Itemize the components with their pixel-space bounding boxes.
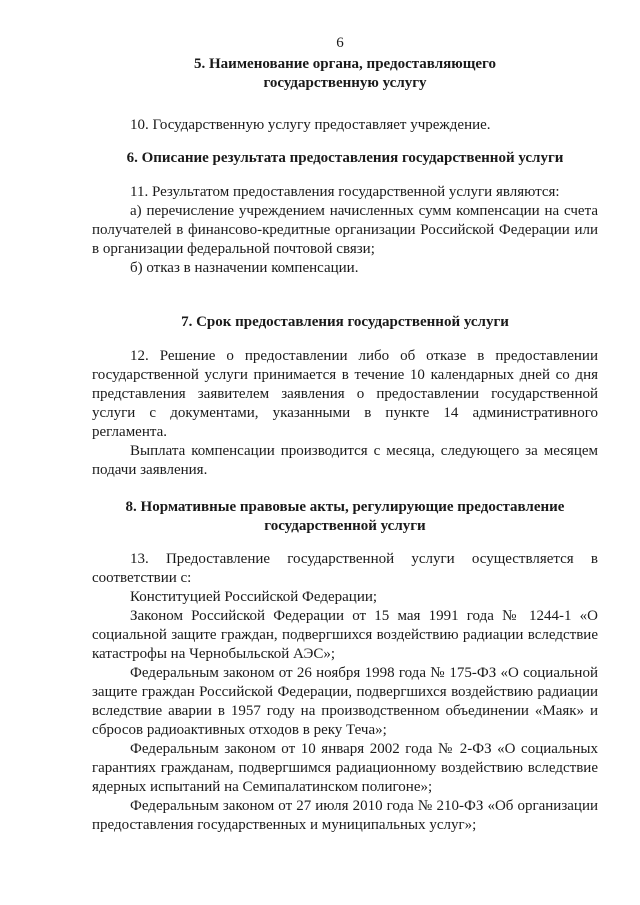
- paragraph-11a: а) перечисление учреждением начисленных сумм компенсации на счета получателей в финансово-кредитные организации Российской Федерации или в организации федеральной почтовой связи;: [92, 203, 598, 257]
- legal-act-constitution: Конституцией Российской Федерации;: [130, 589, 378, 605]
- paragraph-11: 11. Результатом предоставления государственной услуги являются:: [130, 184, 560, 200]
- heading-line: 5. Наименование органа, предоставляющего: [194, 56, 496, 72]
- heading-line: государственную услугу: [263, 75, 427, 91]
- paragraph-12: 12. Решение о предоставлении либо об отказе в предоставлении государственной услуги принимается в течение 10 календарных дней со дня представления заявителем заявления о предоставлении государственной услуги с документами, указанными в пункте 14 административного регламента.: [92, 348, 598, 440]
- section-7-heading: [92, 313, 598, 332]
- heading-line: 8. Нормативные правовые акты, регулирующие предоставление: [125, 499, 565, 515]
- legal-act-law-175-fz: Федеральным законом от 26 ноября 1998 года № 175-ФЗ «О социальной защите граждан Российской Федерации, подвергшихся воздействию радиации вследствие аварии в 1957 году на производственном объединении «Маяк» и сбросов радиоактивных отходов в реку Теча»;: [92, 665, 598, 738]
- paragraph-10: 10. Государственную услугу предоставляет учреждение.: [130, 117, 491, 133]
- legal-act-law-210-fz: Федеральным законом от 27 июля 2010 года № 210-ФЗ «Об организации предоставления государственных и муниципальных услуг»;: [92, 798, 598, 833]
- heading-line: 7. Срок предоставления государственной услуги: [181, 314, 509, 330]
- section-8-heading: [92, 498, 598, 536]
- legal-act-law-1244-1: Законом Российской Федерации от 15 мая 1991 года № 1244-1 «О социальной защите граждан, подвергшихся воздействию радиации вследствие катастрофы на Чернобыльской АЭС»;: [92, 608, 598, 662]
- section-6-heading: [92, 149, 598, 168]
- paragraph-12-payment: Выплата компенсации производится с месяца, следующего за месяцем подачи заявления.: [92, 443, 598, 478]
- paragraph-13: 13. Предоставление государственной услуги осуществляется в соответствии с:: [92, 551, 598, 586]
- heading-line: 6. Описание результата предоставления государственной услуги: [126, 150, 564, 166]
- paragraph-11b: б) отказ в назначении компенсации.: [130, 260, 359, 276]
- legal-act-law-2-fz: Федеральным законом от 10 января 2002 года № 2-ФЗ «О социальных гарантиях гражданам, подвергшимся радиационному воздействию вследствие ядерных испытаний на Семипалатинском полигоне»;: [92, 741, 598, 795]
- section-5-heading: [92, 55, 598, 93]
- document-body: [92, 55, 598, 835]
- heading-line: государственной услуги: [264, 518, 426, 534]
- page-number: 6: [336, 35, 344, 51]
